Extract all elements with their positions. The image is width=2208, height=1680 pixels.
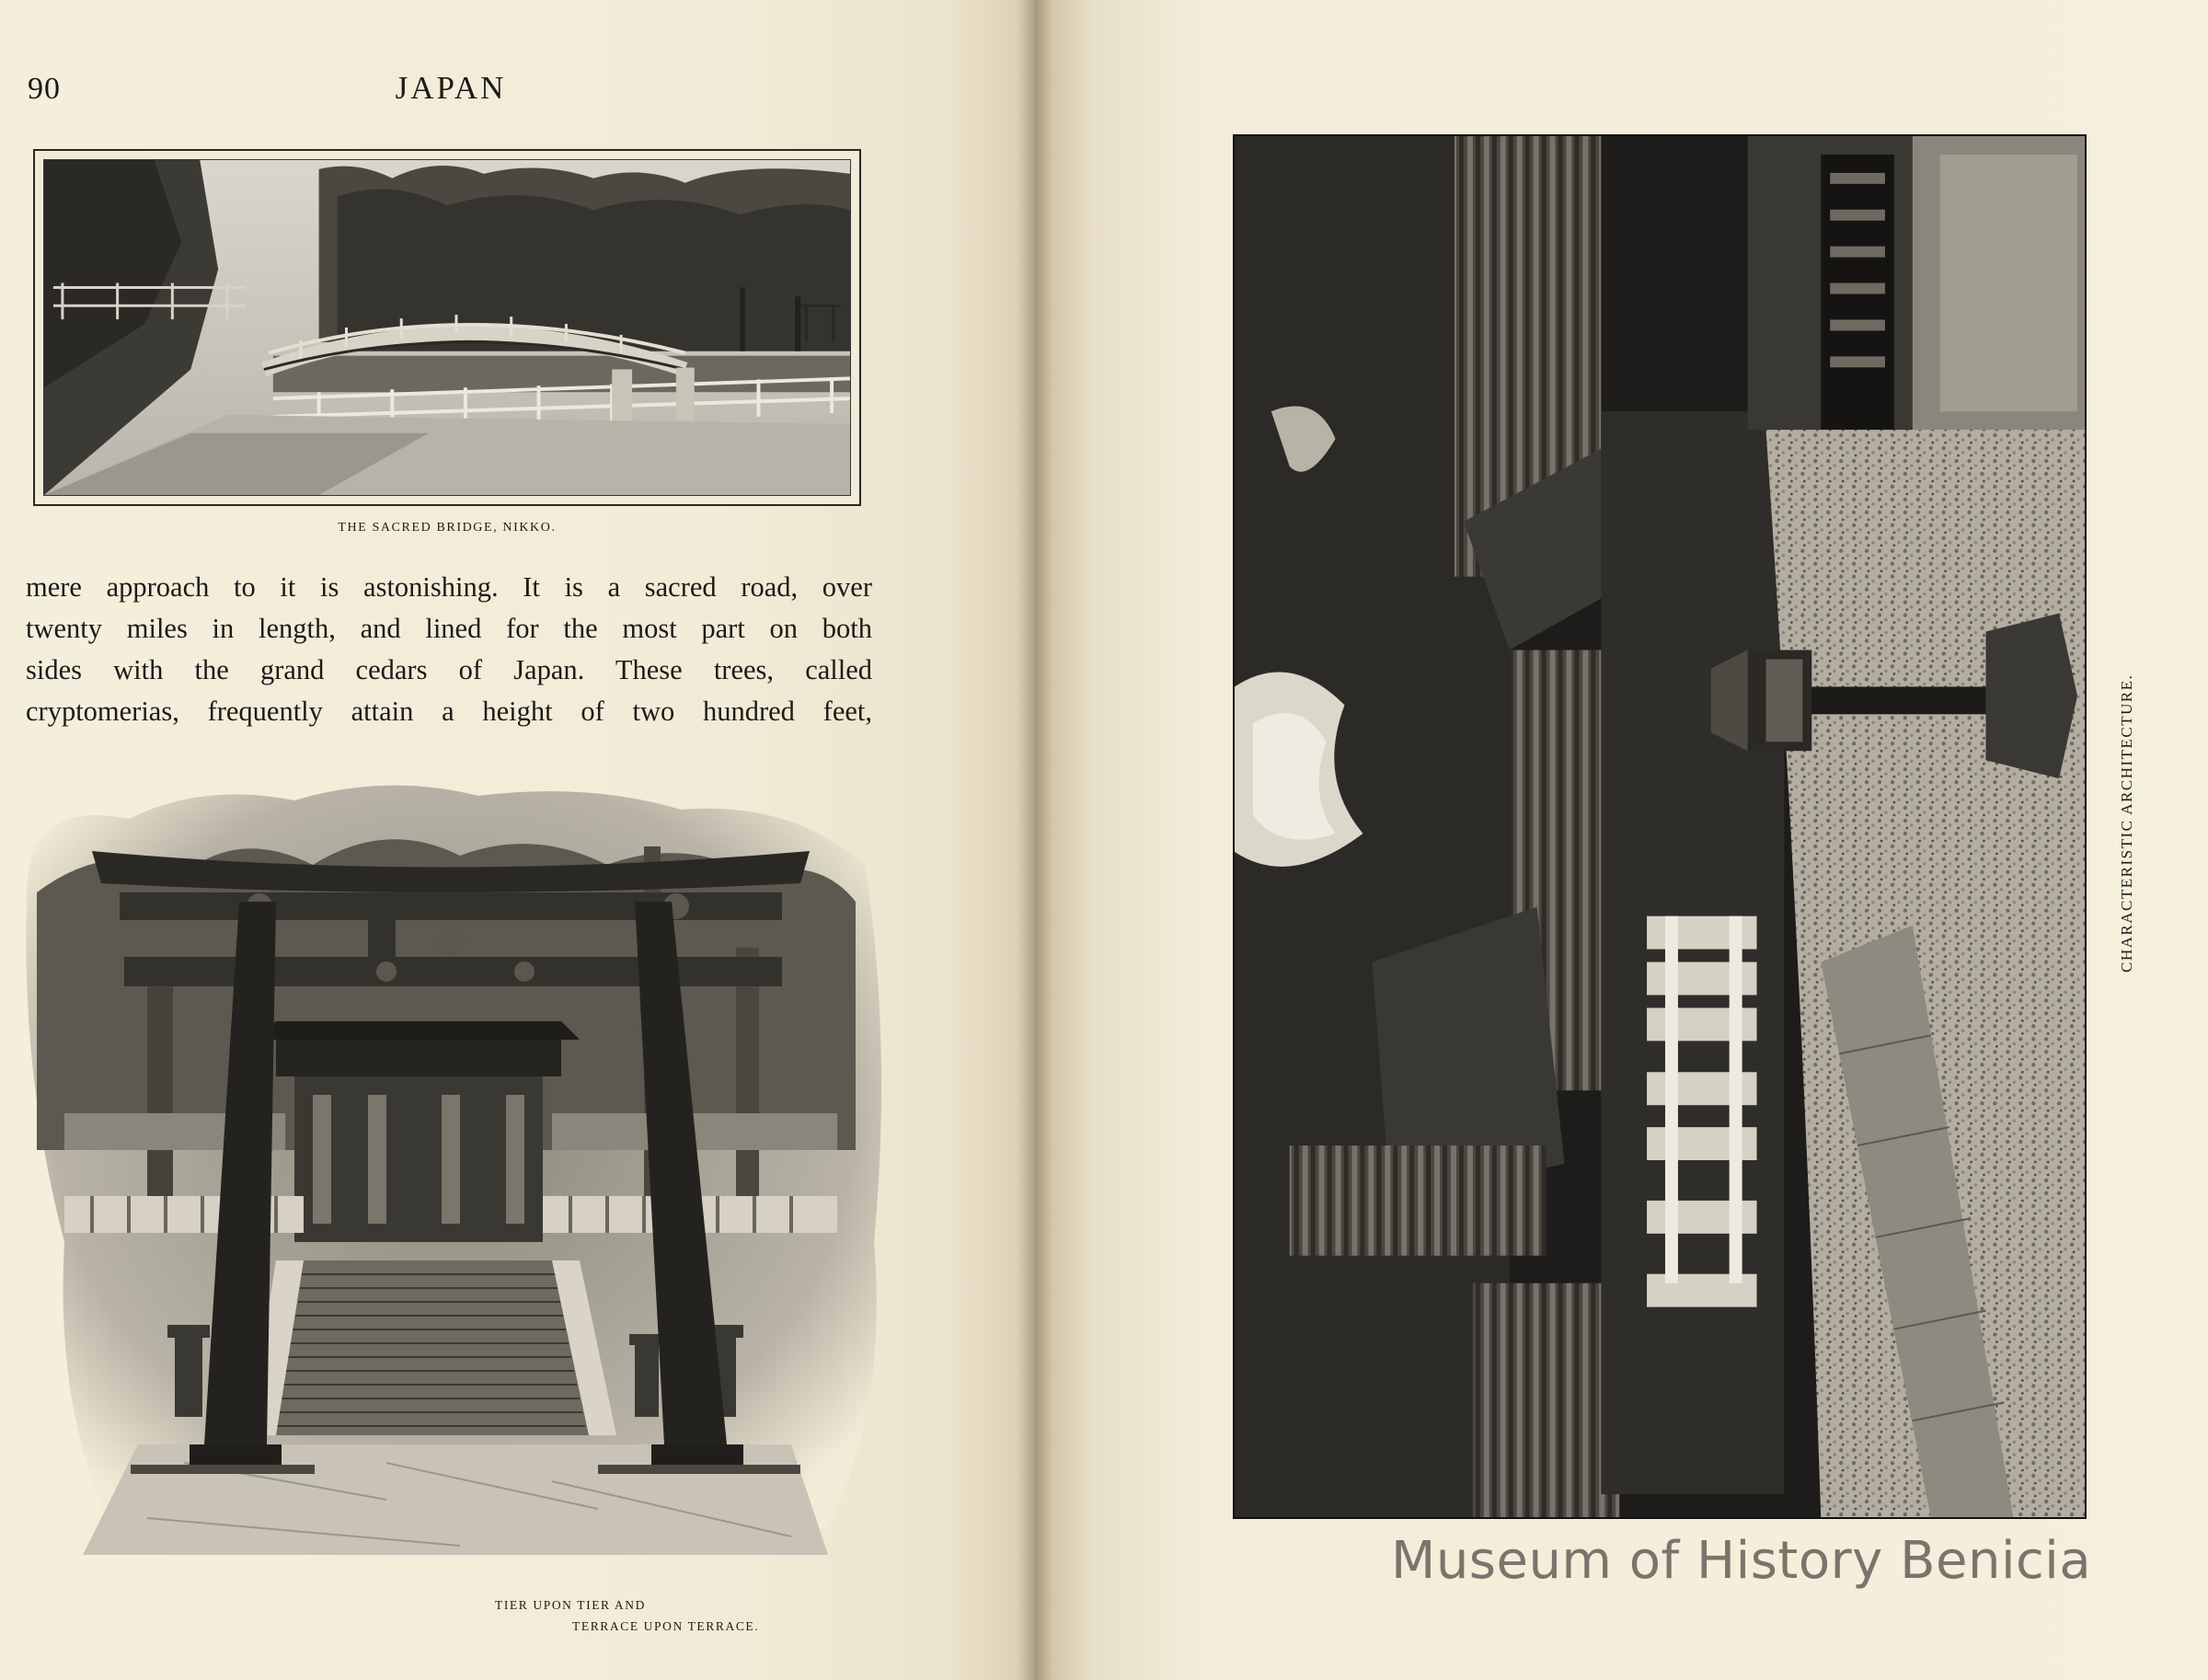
architecture-illustration	[1235, 136, 2085, 1517]
text-line: mere approach to it is astonishing. It is a sacred road, over	[26, 571, 872, 603]
body-paragraph	[26, 567, 872, 732]
sacred-bridge-illustration	[44, 160, 850, 495]
torii-caption-line-2: TERRACE UPON TERRACE.	[572, 1619, 760, 1633]
left-page	[0, 0, 1035, 1680]
sacred-bridge-plate	[33, 149, 861, 506]
museum-watermark: Museum of History Benicia	[1391, 1531, 2092, 1591]
running-head: JAPAN	[395, 70, 507, 106]
page-number: 90	[28, 72, 61, 106]
text-line: sides with the grand cedars of Japan. These trees, called	[26, 654, 872, 685]
architecture-plate	[1233, 134, 2087, 1519]
architecture-caption: CHARACTERISTIC ARCHITECTURE.	[2118, 673, 2135, 973]
torii-caption-line-1: TIER UPON TIER AND	[495, 1598, 646, 1612]
book-gutter	[1017, 0, 1053, 1680]
text-line: twenty miles in length, and lined for the most part on both	[26, 613, 872, 644]
bridge-caption: THE SACRED BRIDGE, NIKKO.	[338, 521, 557, 535]
text-line: cryptomerias, frequently attain a height of two hundred feet,	[26, 696, 872, 727]
torii-gate-illustration	[0, 764, 902, 1573]
torii-gate-plate	[0, 764, 902, 1573]
